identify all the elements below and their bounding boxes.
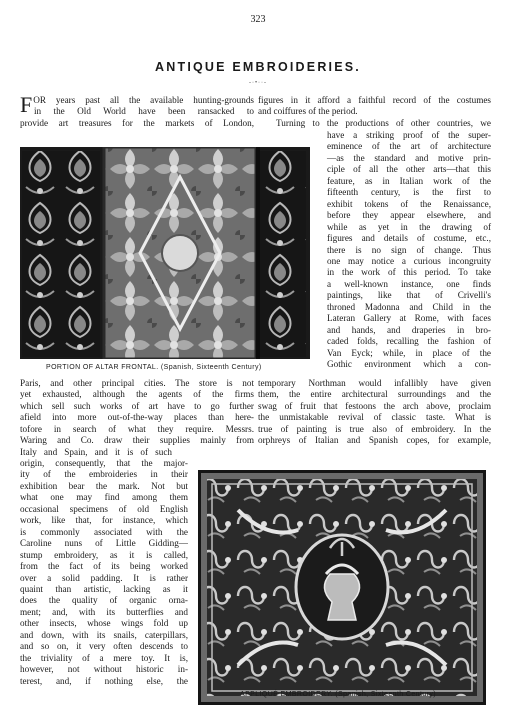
- text-line: work, like that, for instance, which: [20, 515, 188, 526]
- text-line: temporary Northman would infallibly have given: [258, 378, 491, 388]
- text-line: Gothic environment which a con-: [327, 359, 491, 370]
- text-line: exhibition bear the mark. Not but: [20, 480, 188, 491]
- text-line: ity of the embroideries in their: [20, 469, 188, 480]
- text-line: paintings, like that of Crivelli's: [327, 290, 491, 301]
- text-line: ciple of all the other arts—that this: [327, 164, 491, 175]
- text-line: and coiffures of the period.: [258, 106, 358, 117]
- text-line: one may notice a curious incongruity: [327, 255, 491, 266]
- text-line: afield into more out-of-the-way places than here-: [20, 412, 254, 423]
- text-line: and so on, it very often descends to: [20, 641, 188, 652]
- text-line: caded folds, recalling the fashion of: [327, 336, 491, 347]
- text-line: exhibit tokens of the Renaissance,: [327, 198, 491, 209]
- text-line: true of painting is true also of embroidery. In the: [258, 423, 491, 434]
- text-line: in the Old World have been ransacked to: [34, 106, 254, 117]
- text-line: what one may find among them: [20, 492, 188, 503]
- text-line: there is no sign of change. Thus: [327, 244, 491, 255]
- text-line: tofore in search of what they require. Messrs.: [20, 423, 254, 434]
- text-line: Caroline nuns of Little Gidding—: [20, 538, 188, 549]
- text-line: over a solid padding. It is rather: [20, 572, 188, 583]
- text-line: OR years past all the available hunting-grounds: [33, 95, 254, 105]
- text-line: eminence of the art of architecture: [327, 141, 491, 152]
- text-line: Van Eyck; while, in place of the: [327, 347, 491, 358]
- text-line: feature, as in Italian work of the: [327, 175, 491, 186]
- text-line: from the fact of its being worked: [20, 561, 188, 572]
- text-line: before they appear elsewhere, and: [327, 210, 491, 221]
- column2-middle-text: [258, 378, 491, 447]
- text-line: swag of fruit that festoons the arch above, proclaim: [258, 400, 491, 411]
- column2-beside-figure-text: [327, 130, 491, 371]
- text-line: and hands, and draperies in bro-: [327, 324, 491, 335]
- text-line: the unmistakable revival of classic taste. What is: [258, 412, 491, 423]
- text-line: orphreys of Italian and Spanish copes, for example,: [258, 435, 491, 446]
- article-title: ANTIQUE EMBROIDERIES.: [155, 60, 361, 74]
- text-line: —as the standard and motive prin-: [327, 152, 491, 163]
- text-line: Waring and Co. draw their supplies mainly from: [20, 435, 254, 446]
- applique-embroidery-image: [198, 470, 486, 705]
- text-line: Italy and Spain, and it is of such: [20, 446, 172, 457]
- altar-frontal-embroidery-pattern: [20, 147, 310, 359]
- applique-embroidery-pattern: [198, 470, 486, 705]
- text-line: ment; and, with its butterflies and: [20, 606, 188, 617]
- column1-middle-text: [20, 378, 254, 458]
- column1-top-text: [20, 92, 254, 129]
- text-line: other insects, whose wings fold up: [20, 618, 188, 629]
- text-line: a well-known instance, one finds: [327, 278, 491, 289]
- text-line: have a striking proof of the super-: [327, 130, 491, 140]
- text-line: does the quality of organic orna-: [20, 595, 188, 606]
- text-line: the triviality of a mere toy. It is,: [20, 652, 188, 663]
- text-line: origin, consequently, that the major-: [20, 458, 188, 468]
- text-line: figures and details of costume, etc.,: [327, 233, 491, 244]
- text-line: quaint than artistic, lacking as it: [20, 583, 188, 594]
- text-line: them, the entire architectural surroundings and the: [258, 389, 491, 400]
- text-line: which sell such works of art have to go further: [20, 400, 254, 411]
- text-line: stump embroidery, as it is called,: [20, 549, 188, 560]
- text-line: Paris, and other principal cities. The store is not: [20, 378, 254, 388]
- column2-top-text: [258, 95, 491, 129]
- figure2-caption: APPLIQUÉ EMBROIDERY. (Spanish, Sixteenth Century): [240, 691, 436, 698]
- text-line: occasional specimens of old English: [20, 503, 188, 514]
- column1-bottom-text: [20, 458, 188, 687]
- text-line: fifteenth century, is the first to: [327, 187, 491, 198]
- page-number: 323: [250, 14, 266, 25]
- text-line: and down, with its snails, caterpillars,: [20, 629, 188, 640]
- drop-cap: F: [20, 92, 33, 117]
- text-line: Lateran Gallery at Rome, with faces: [327, 313, 491, 324]
- text-line: throned Madonna and Child in the: [327, 301, 491, 312]
- text-line: terest, and, if nothing else, the: [20, 675, 188, 686]
- figure1-caption: PORTION OF ALTAR FRONTAL. (Spanish, Sixteenth Century): [46, 364, 262, 371]
- title-ornament: -·•··-: [248, 80, 268, 86]
- text-line: however, not without historic in-: [20, 664, 188, 675]
- text-line: figures in it afford a faithful record of the costumes: [258, 95, 491, 105]
- text-line: in the work of this period. To take: [327, 267, 491, 278]
- text-line: is commonly associated with the: [20, 526, 188, 537]
- text-line: Turning to the productions of other countries, we: [276, 117, 491, 128]
- altar-frontal-image: [20, 147, 310, 359]
- text-line: while as yet in the drawing of: [327, 221, 491, 232]
- text-line: provide art treasures for the markets of London,: [20, 117, 254, 128]
- text-line: yet exhausted, although the agents of the firms: [20, 389, 254, 400]
